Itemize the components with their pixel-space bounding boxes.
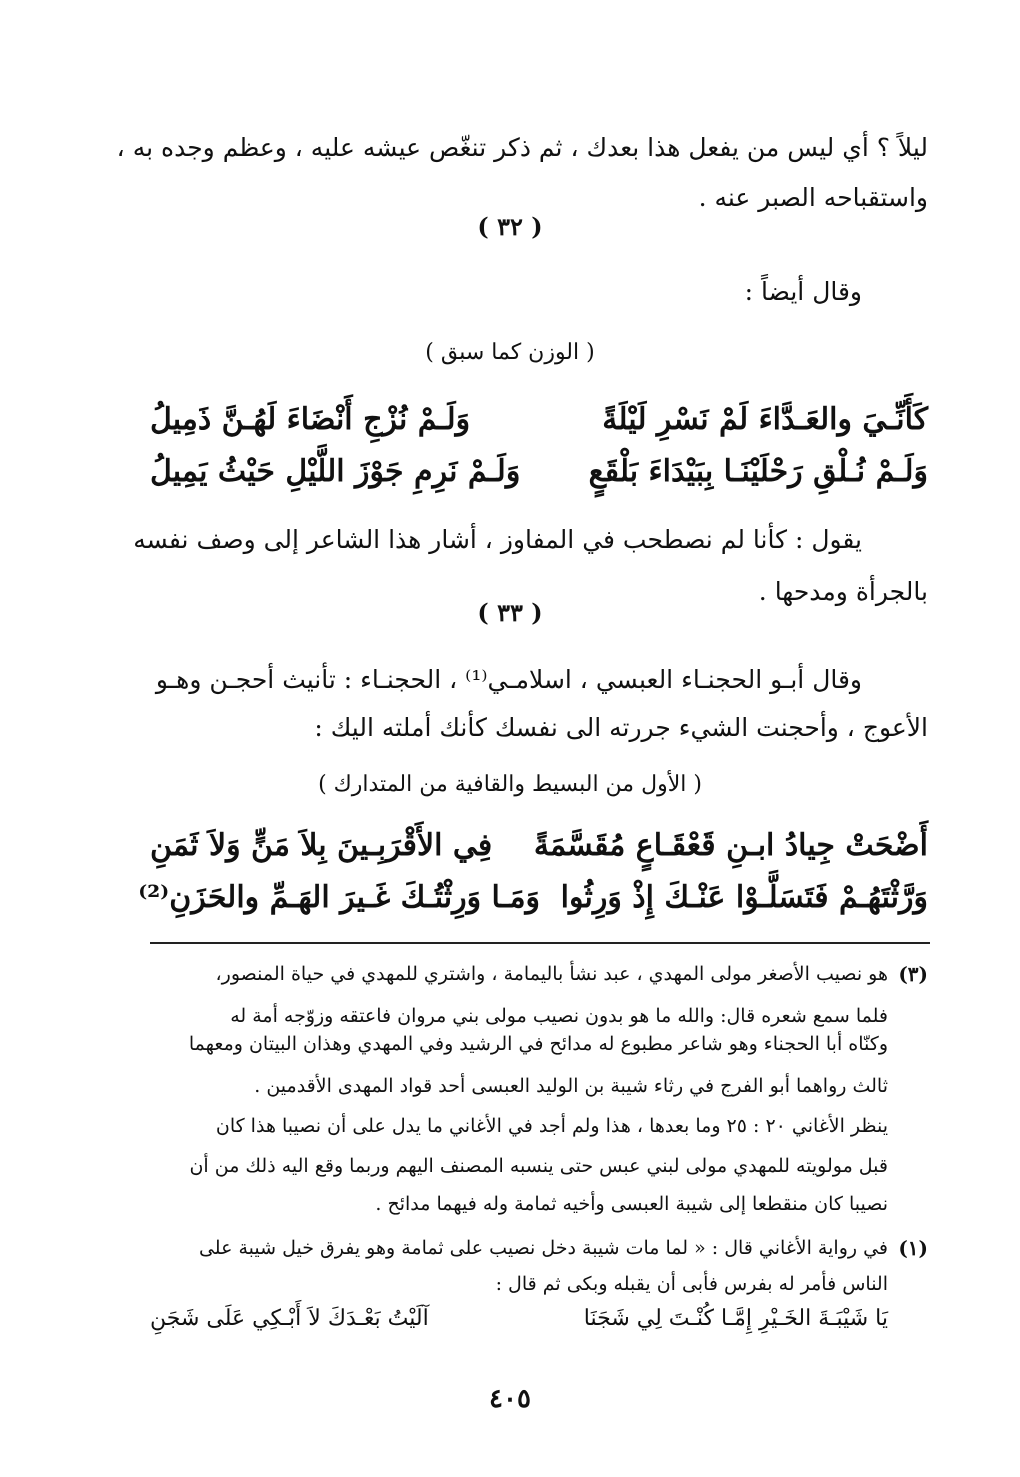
verse-first-hemistich: وَرَّثْتَهُـمْ فَتَسَلَّـوْا عَنْـكَ إِذْ وَرِثُوا — [560, 880, 928, 915]
footnote-line: وكنّاه أبا الحجناء وهو شاعر مطبوع له مدائح في الرشيد وفي المهدي وهذان البيتان ومعهما — [188, 1033, 888, 1055]
footnote-verse — [150, 1306, 888, 1342]
verse-second-hemistich: آلَيْتُ بَعْـدَكَ لاَ أَبْـكِي عَلَى شَجَنِ — [150, 1306, 429, 1331]
commentary-line: يقول : كأنا لم نصطحب في المفاوز ، أشار هذا الشاعر إلى وصف نفسه — [133, 525, 862, 554]
verse-second-hemistich: فِي الأَقْرَبِـينَ بِلاَ مَنٍّ وَلاَ ثَمَنِ — [150, 828, 493, 863]
footnote-line: قبل مولويته للمهدي مولى لبني عبس حتى ينسبه المصنف اليهم وربما وقع اليه ذلك من أن — [189, 1155, 888, 1177]
section-number: ( ٣٣ ) — [477, 598, 543, 627]
verse-first-hemistich: وَلَـمْ نُـلْقِ رَحْلَيْنَـا بِبَيْدَاءَ بَلْقَعٍ — [588, 454, 928, 489]
footnote-line: في رواية الأغاني قال : « لما مات شيبة دخل نصيب على ثمامة وهو يفرق خيل شيبة على — [198, 1237, 888, 1259]
footnote-number: (١) — [898, 1236, 928, 1260]
verse-second-hemistich: وَمَـا وَرِثْتُـكَ غَـيرَ الهَـمِّ والحَزَنِ⁽²⁾ — [138, 880, 540, 915]
section-intro: وقال أبـو الحجنـاء العبسي ، اسلامـي⁽¹⁾ ، الحجنـاء : تأنيث أحجـن وهـو — [155, 665, 862, 694]
section-number: ( ٣٢ ) — [477, 212, 543, 241]
footnote-line: نصيبا كان منقطعا إلى شيبة العبسى وأخيه ثمامة وله فيهما مدائح . — [375, 1193, 888, 1215]
footnote-line: الناس فأمر له بفرس فأبى أن يقبله وبكى ثم قال : — [495, 1273, 888, 1295]
meter-label: ( الأول من البسيط والقافية من المتدارك ) — [318, 772, 702, 797]
verse-second-hemistich: وَلَـمْ نَرِمِ جَوْزَ اللَّيْلِ حَيْثُ يَمِيلُ — [150, 454, 521, 489]
paragraph-line: واستقباحه الصبر عنه . — [698, 183, 928, 212]
verse-second-hemistich: وَلَـمْ نُزْجِ أَنْضَاءَ لَهُـنَّ ذَمِيلُ — [150, 402, 471, 437]
verse-line — [150, 454, 928, 506]
verse-line — [138, 880, 928, 932]
verse-first-hemistich: كَأَنِّـيَ والعَـدَّاءَ لَمْ نَسْرِ لَيْلَةً — [602, 402, 928, 437]
verse-first-hemistich: أَضْحَتْ جِيادُ ابـنِ قَعْقَـاعٍ مُقَسَّمَةً — [533, 828, 928, 863]
page-number: ٤٠٥ — [489, 1384, 531, 1414]
section-intro: وقال أيضاً : — [744, 277, 862, 306]
commentary-line: بالجرأة ومدحها . — [758, 577, 928, 606]
verse-line — [150, 828, 928, 880]
footnote-line: فلما سمع شعره قال: والله ما هو بدون نصيب مولى بني مروان فاعتقه وزوّجه أمة له — [230, 1005, 888, 1027]
section-intro: الأعوج ، وأحجنت الشيء جررته الى نفسك كأنك أملته اليك : — [314, 713, 928, 742]
footnote-line: ثالث رواهما أبو الفرج في رثاء شيبة بن الوليد العبسى أحد قواد المهدى الأقدمين . — [254, 1075, 888, 1097]
footnote-number: (٣) — [898, 962, 928, 986]
footnote-line: هو نصيب الأصغر مولى المهدي ، عبد نشأ باليمامة ، واشتري للمهدي في حياة المنصور، — [215, 963, 888, 985]
meter-label: ( الوزن كما سبق ) — [425, 340, 595, 365]
verse-line — [150, 402, 928, 454]
footnote-line: ينظر الأغاني ٢٠ : ٢٥ وما بعدها ، هذا ولم أجد في الأغاني ما يدل على أن نصيبا هذا كان — [215, 1115, 888, 1137]
paragraph-line: ليلاً ؟ أي ليس من يفعل هذا بعدك ، ثم ذكر تنغّص عيشه عليه ، وعظم وجده به ، — [116, 133, 928, 162]
footnote-separator — [150, 942, 930, 944]
verse-first-hemistich: يَا شَيْبَـةَ الخَـيْرِ إِمَّـا كُنْـتَ لِي شَجَنَا — [583, 1306, 888, 1331]
